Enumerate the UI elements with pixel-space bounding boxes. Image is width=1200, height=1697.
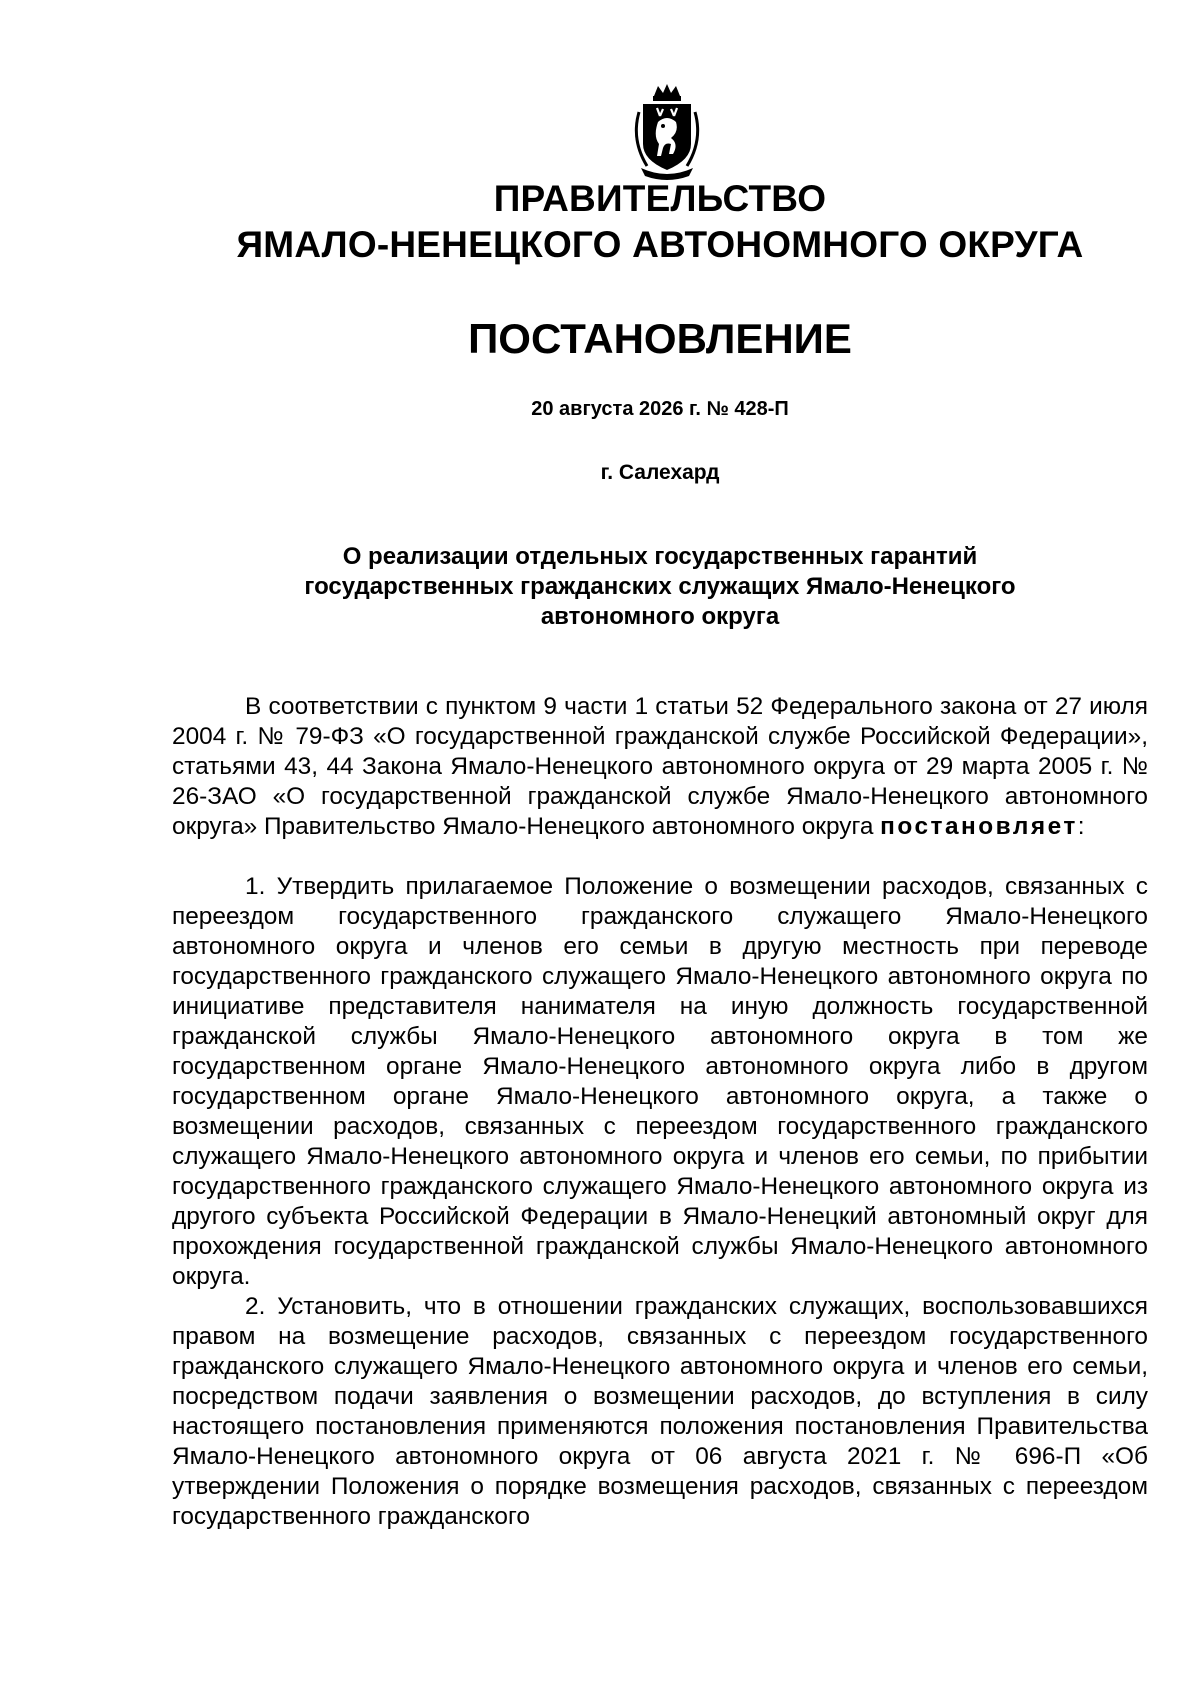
resolves-word: постановляет — [880, 813, 1078, 840]
item-2-paragraph: 2. Установить, что в отношении гражданских служащих, воспользовавшихся правом на возмещение расходов, связанных с переездом государственного гражданского служащего Ямало-Ненецкого автономного округа и членов его семьи, посредством подачи заявления о возмещении расходов, до вступления в силу настоящего постановления применяются положения постановления Правительства Ямало-Ненецкого автономного округа от 06 августа 2021 г. № 696-П «Об утверждении Положения о порядке возмещения расходов, связанных с переездом государственного гражданского — [172, 1293, 1148, 1530]
document-body — [172, 692, 1148, 1532]
subject-line: О реализации отдельных государственных гарантий — [342, 543, 978, 570]
document-type-title: ПОСТАНОВЛЕНИЕ — [468, 315, 852, 362]
subject-line: автономного округа — [540, 603, 780, 630]
preamble-text: В соответствии с пунктом 9 части 1 статьи 52 Федерального закона от 27 июля 2004 г. № 79-ФЗ «О государственной гражданской службе Российской Федерации», статьями 43, 44 Закона Ямало-Ненецкого автономного округа от 29 марта 2005 г. № 26-ЗАО «О государственной гражданской службе Ямало-Ненецкого автономного округа» Правительство Ямало-Ненецкого автономного округа — [172, 693, 1148, 840]
government-title-line2: ЯМАЛО-НЕНЕЦКОГО АВТОНОМНОГО ОКРУГА — [236, 224, 1084, 265]
preamble-paragraph — [172, 692, 1148, 842]
subject-line: государственных гражданских служащих Ямало-Ненецкого — [304, 573, 1016, 600]
government-title-line1: ПРАВИТЕЛЬСТВО — [493, 178, 827, 219]
document-subject — [240, 542, 1080, 632]
item-1-paragraph: 1. Утвердить прилагаемое Положение о возмещении расходов, связанных с переездом государственного гражданского служащего Ямало-Ненецкого автономного округа и членов его семьи в другую местность при переводе государственного гражданского служащего Ямало-Ненецкого автономного округа по инициативе представителя нанимателя на иную должность государственной гражданской службы Ямало-Ненецкого автономного округа в том же государственном органе Ямало-Ненецкого автономного округа либо в другом государственном органе Ямало-Ненецкого автономного округа, а также о возмещении расходов, связанных с переездом государственного гражданского служащего Ямало-Ненецкого автономного округа и членов его семьи, по прибытии государственного гражданского служащего Ямало-Ненецкого автономного округа из другого субъекта Российской Федерации в Ямало-Ненецкий автономный округ для прохождения государственной гражданской службы Ямало-Ненецкого автономного округа. — [172, 873, 1148, 1290]
document-place: г. Салехард — [600, 461, 720, 484]
resolves-colon: : — [1077, 813, 1085, 840]
coat-of-arms-emblem — [627, 82, 707, 182]
document-date-number: 20 августа 2026 г. № 428-П — [531, 398, 789, 420]
